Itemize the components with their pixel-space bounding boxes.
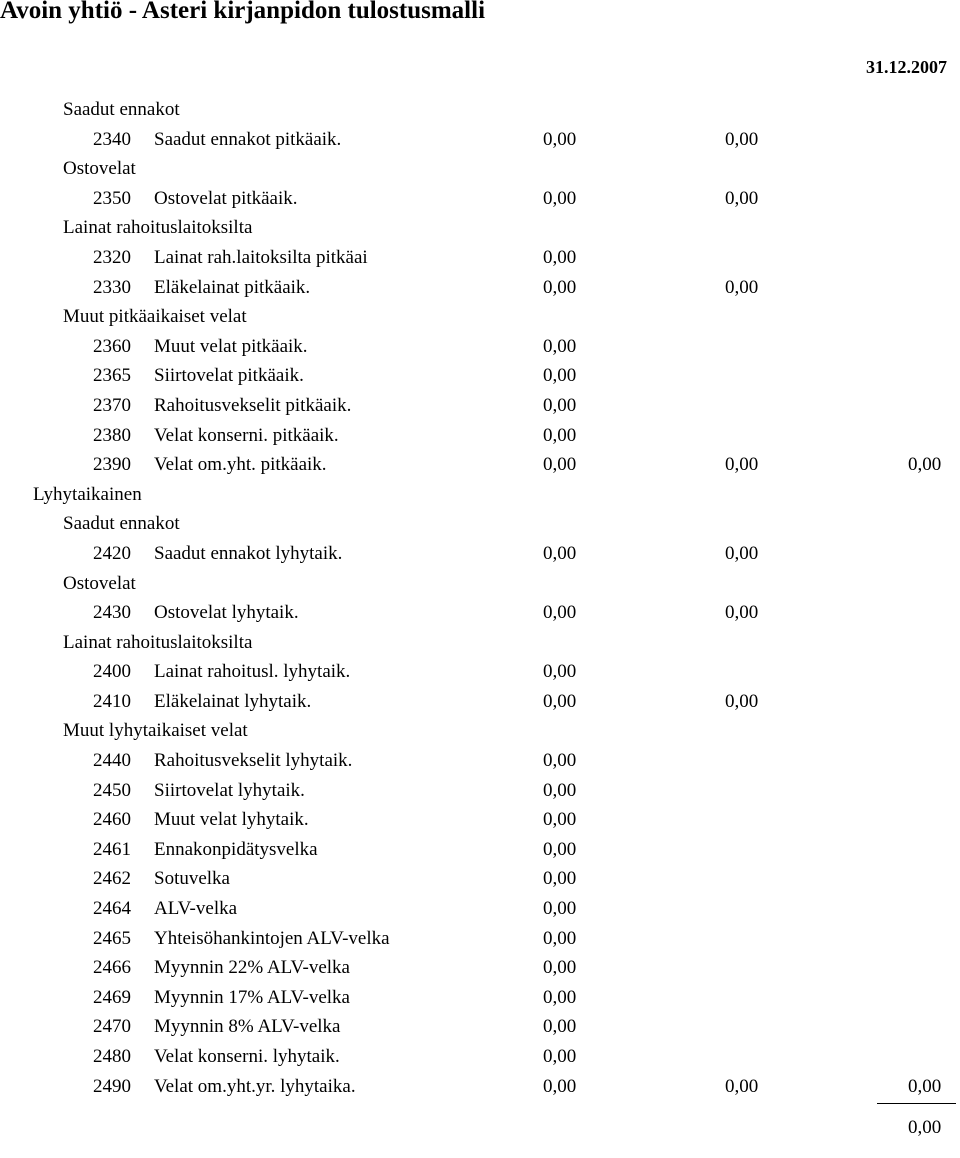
account-name: ALV-velka xyxy=(154,898,238,920)
account-row xyxy=(0,450,960,480)
amount-col-1: 0,00 xyxy=(543,602,577,624)
amount-col-2: 0,00 xyxy=(725,690,759,712)
account-code: 2465 xyxy=(93,927,131,949)
amount-col-1: 0,00 xyxy=(543,276,577,298)
amount-col-1: 0,00 xyxy=(543,898,577,920)
amount-col-1: 0,00 xyxy=(543,809,577,831)
amount-col-2: 0,00 xyxy=(725,187,759,209)
section-heading xyxy=(0,480,960,510)
account-code: 2370 xyxy=(93,394,131,416)
amount-col-2: 0,00 xyxy=(725,1075,759,1097)
account-code: 2440 xyxy=(93,750,131,772)
account-name: Rahoitusvekselit lyhytaik. xyxy=(154,750,353,772)
account-row xyxy=(0,953,960,983)
heading-label: Ostovelat xyxy=(63,158,136,180)
account-row xyxy=(0,125,960,155)
report-title: Avoin yhtiö - Asteri kirjanpidon tulostusmalli xyxy=(0,0,486,24)
account-row xyxy=(0,924,960,954)
account-row xyxy=(0,983,960,1013)
amount-col-1: 0,00 xyxy=(543,868,577,890)
heading-label: Lyhytaikainen xyxy=(33,483,142,505)
amount-col-2: 0,00 xyxy=(725,128,759,150)
amount-col-1: 0,00 xyxy=(543,187,577,209)
total-rule xyxy=(877,1103,956,1104)
amount-col-3: 0,00 xyxy=(908,454,942,476)
account-row xyxy=(0,805,960,835)
account-name: Saadut ennakot pitkäaik. xyxy=(154,128,342,150)
heading-label: Lainat rahoituslaitoksilta xyxy=(63,217,253,239)
account-code: 2490 xyxy=(93,1075,131,1097)
account-row xyxy=(0,894,960,924)
account-row xyxy=(0,746,960,776)
account-row xyxy=(0,421,960,451)
account-code: 2470 xyxy=(93,1016,131,1038)
amount-col-1: 0,00 xyxy=(543,246,577,268)
account-code: 2400 xyxy=(93,661,131,683)
group-heading xyxy=(0,95,960,125)
account-code: 2390 xyxy=(93,454,131,476)
account-name: Myynnin 22% ALV-velka xyxy=(154,957,350,979)
account-row xyxy=(0,598,960,628)
account-row xyxy=(0,391,960,421)
account-code: 2460 xyxy=(93,809,131,831)
amount-col-1: 0,00 xyxy=(543,779,577,801)
account-name: Myynnin 8% ALV-velka xyxy=(154,1016,341,1038)
account-row xyxy=(0,539,960,569)
account-code: 2464 xyxy=(93,898,131,920)
amount-col-1: 0,00 xyxy=(543,838,577,860)
account-row xyxy=(0,332,960,362)
account-row xyxy=(0,273,960,303)
account-name: Siirtovelat pitkäaik. xyxy=(154,365,304,387)
account-row xyxy=(0,864,960,894)
account-name: Velat om.yht. pitkäaik. xyxy=(154,454,327,476)
account-name: Ostovelat lyhytaik. xyxy=(154,602,299,624)
account-code: 2365 xyxy=(93,365,131,387)
heading-label: Saadut ennakot xyxy=(63,513,180,535)
account-row xyxy=(0,184,960,214)
group-heading xyxy=(0,509,960,539)
account-code: 2480 xyxy=(93,1046,131,1067)
amount-col-2: 0,00 xyxy=(725,542,759,564)
account-code: 2410 xyxy=(93,690,131,712)
account-code: 2430 xyxy=(93,602,131,624)
heading-label: Muut lyhytaikaiset velat xyxy=(63,720,248,742)
amount-col-1: 0,00 xyxy=(543,1016,577,1038)
account-name: Rahoitusvekselit pitkäaik. xyxy=(154,394,352,416)
account-code: 2360 xyxy=(93,335,131,357)
account-row xyxy=(0,1072,960,1102)
amount-col-3: 0,00 xyxy=(908,1075,942,1097)
account-code: 2330 xyxy=(93,276,131,298)
account-name: Eläkelainat lyhytaik. xyxy=(154,690,312,712)
group-heading xyxy=(0,569,960,599)
group-heading xyxy=(0,716,960,746)
heading-label: Saadut ennakot xyxy=(63,99,180,120)
amount-col-1: 0,00 xyxy=(543,661,577,683)
group-heading xyxy=(0,213,960,243)
amount-col-1: 0,00 xyxy=(543,365,577,387)
amount-col-2: 0,00 xyxy=(725,602,759,624)
group-heading xyxy=(0,154,960,184)
account-name: Eläkelainat pitkäaik. xyxy=(154,276,311,298)
account-code: 2420 xyxy=(93,542,131,564)
account-name: Muut velat lyhytaik. xyxy=(154,809,309,831)
account-row xyxy=(0,687,960,717)
ledger-rows xyxy=(0,95,960,1101)
amount-col-1: 0,00 xyxy=(543,128,577,150)
account-name: Yhteisöhankintojen ALV-velka xyxy=(154,927,390,949)
account-name: Myynnin 17% ALV-velka xyxy=(154,986,350,1008)
amount-col-1: 0,00 xyxy=(543,1075,577,1097)
heading-label: Muut pitkäaikaiset velat xyxy=(63,306,247,328)
group-heading xyxy=(0,628,960,658)
account-code: 2469 xyxy=(93,986,131,1008)
account-code: 2466 xyxy=(93,957,131,979)
amount-col-1: 0,00 xyxy=(543,927,577,949)
amount-col-2: 0,00 xyxy=(725,276,759,298)
account-row xyxy=(0,776,960,806)
amount-col-1: 0,00 xyxy=(543,1046,577,1067)
account-name: Velat konserni. lyhytaik. xyxy=(154,1046,340,1067)
account-code: 2340 xyxy=(93,128,131,150)
report-date: 31.12.2007 xyxy=(866,57,947,77)
account-code: 2320 xyxy=(93,246,131,268)
amount-col-1: 0,00 xyxy=(543,750,577,772)
account-row xyxy=(0,835,960,865)
account-name: Velat konserni. pitkäaik. xyxy=(154,424,339,446)
amount-col-1: 0,00 xyxy=(543,424,577,446)
account-row xyxy=(0,243,960,273)
grand-total: 0,00 xyxy=(908,1117,942,1138)
amount-col-1: 0,00 xyxy=(543,986,577,1008)
account-row xyxy=(0,1012,960,1042)
account-name: Sotuvelka xyxy=(154,868,230,890)
account-name: Lainat rah.laitoksilta pitkäai xyxy=(154,246,368,268)
account-name: Velat om.yht.yr. lyhytaika. xyxy=(154,1075,356,1097)
group-heading xyxy=(0,302,960,332)
account-code: 2461 xyxy=(93,838,131,860)
account-name: Ostovelat pitkäaik. xyxy=(154,187,298,209)
account-row xyxy=(0,657,960,687)
account-row xyxy=(0,1042,960,1072)
amount-col-1: 0,00 xyxy=(543,394,577,416)
amount-col-1: 0,00 xyxy=(543,454,577,476)
account-name: Saadut ennakot lyhytaik. xyxy=(154,542,343,564)
amount-col-1: 0,00 xyxy=(543,957,577,979)
account-name: Ennakonpidätysvelka xyxy=(154,838,318,860)
account-row xyxy=(0,361,960,391)
account-name: Muut velat pitkäaik. xyxy=(154,335,308,357)
heading-label: Lainat rahoituslaitoksilta xyxy=(63,631,253,653)
amount-col-1: 0,00 xyxy=(543,335,577,357)
account-code: 2380 xyxy=(93,424,131,446)
amount-col-2: 0,00 xyxy=(725,454,759,476)
account-code: 2450 xyxy=(93,779,131,801)
amount-col-1: 0,00 xyxy=(543,690,577,712)
amount-col-1: 0,00 xyxy=(543,542,577,564)
account-code: 2350 xyxy=(93,187,131,209)
account-code: 2462 xyxy=(93,868,131,890)
account-name: Lainat rahoitusl. lyhytaik. xyxy=(154,661,351,683)
account-name: Siirtovelat lyhytaik. xyxy=(154,779,305,801)
heading-label: Ostovelat xyxy=(63,572,136,594)
